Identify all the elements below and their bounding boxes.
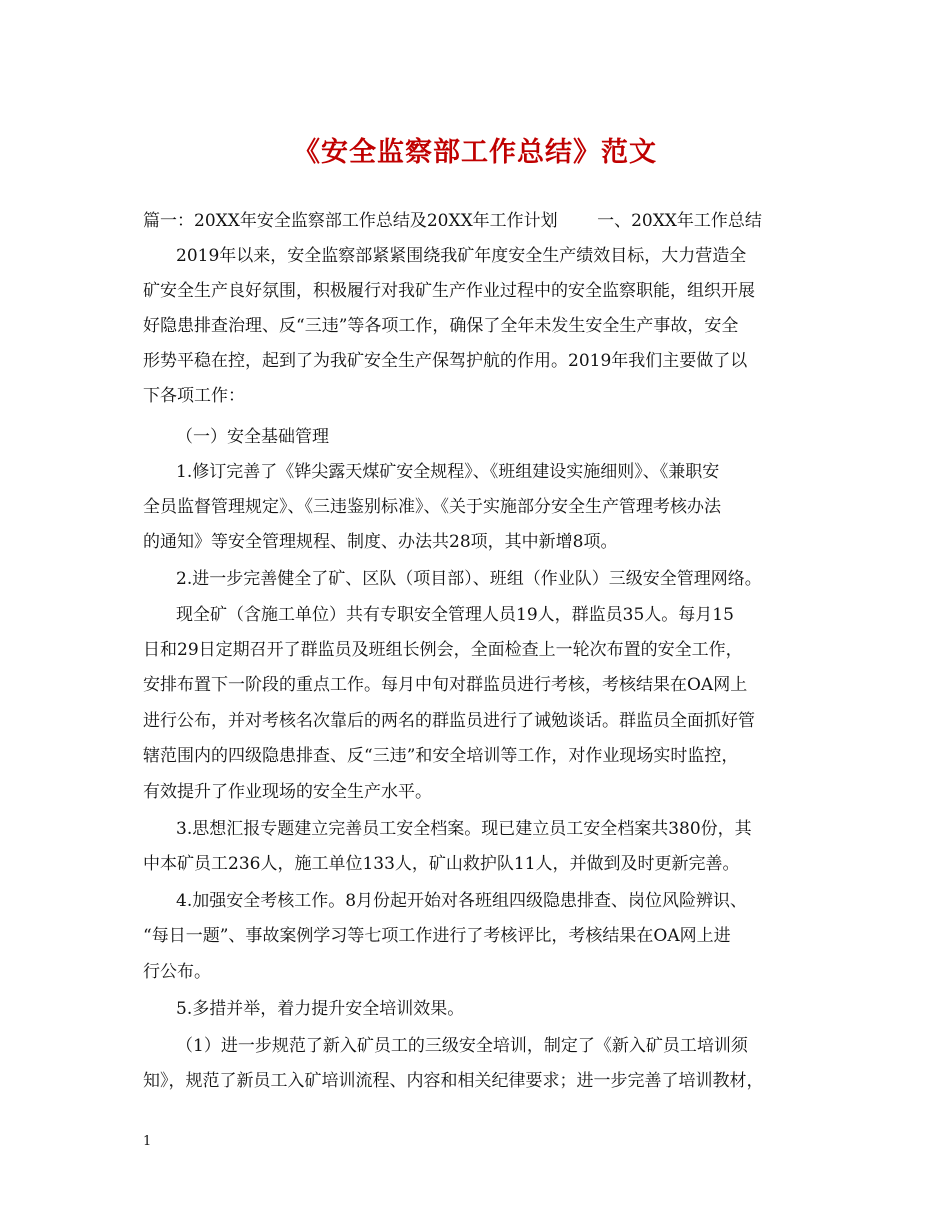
- text-line: 辖范围内的四级隐患排查、反“三违”和安全培训等工作，对作业现场实时监控，: [143, 746, 739, 766]
- text-line: （1）进一步规范了新入矿员工的三级安全培训，制定了《新入矿员工培训须: [176, 1036, 748, 1056]
- text-line: 日和29日定期召开了群监员及班组长例会，全面检查上一轮次布置的安全工作，: [143, 640, 743, 660]
- text-line: 4.加强安全考核工作。8月份起开始对各班组四级隐患排查、岗位风险辨识、: [176, 891, 748, 911]
- page-number: 1: [143, 1134, 152, 1149]
- text-line: 下各项工作：: [143, 386, 245, 406]
- text-line: 篇一：20XX年安全监察部工作总结及20XX年工作计划 一、20XX年工作总结: [143, 211, 762, 231]
- text-line: 矿安全生产良好氛围，积极履行对我矿生产作业过程中的安全监察职能，组织开展: [143, 281, 755, 301]
- text-line: 2019年以来，安全监察部紧紧围绕我矿年度安全生产绩效目标，大力营造全: [176, 246, 747, 266]
- text-line: 安排布置下一阶段的重点工作。每月中旬对群监员进行考核，考核结果在OA网上: [143, 675, 748, 695]
- text-line: 知》，规范了新员工入矿培训流程、内容和相关纪律要求；进一步完善了培训教材，: [143, 1071, 764, 1091]
- text-line: “每日一题”、事故案例学习等七项工作进行了考核评比，考核结果在OA网上进: [143, 926, 731, 946]
- section-heading: （一）安全基础管理: [176, 427, 329, 447]
- text-line: 的通知》等安全管理规程、制度、办法共28项，其中新增8项。: [143, 532, 618, 552]
- text-line: 2.进一步完善健全了矿、区队（项目部）、班组（作业队）三级安全管理网络。: [176, 569, 762, 589]
- text-line: 行公布。: [143, 962, 211, 982]
- text-line: 5.多措并举，着力提升安全培训效果。: [176, 999, 465, 1019]
- text-line: 好隐患排查治理、反“三违”等各项工作，确保了全年未发生安全生产事故，安全: [143, 316, 739, 336]
- text-line: 现全矿（含施工单位）共有专职安全管理人员19人，群监员35人。每月15: [176, 605, 734, 625]
- text-line: 有效提升了作业现场的安全生产水平。: [143, 782, 432, 802]
- document-title: 《安全监察部工作总结》范文: [293, 137, 657, 168]
- text-line: 1.修订完善了《铧尖露天煤矿安全规程》、《班组建设实施细则》、《兼职安: [176, 462, 720, 482]
- text-line: 3.思想汇报专题建立完善员工安全档案。现已建立员工安全档案共380份，其: [176, 819, 752, 839]
- text-line: 形势平稳在控，起到了为我矿安全生产保驾护航的作用。2019年我们主要做了以: [143, 351, 748, 371]
- text-line: 中本矿员工236人，施工单位133人，矿山救护队11人，并做到及时更新完善。: [143, 854, 740, 874]
- text-line: 全员监督管理规定》、《三违鉴别标准》、《关于实施部分安全生产管理考核办法: [143, 497, 721, 517]
- text-line: 进行公布，并对考核名次靠后的两名的群监员进行了诫勉谈话。群监员全面抓好管: [143, 711, 755, 731]
